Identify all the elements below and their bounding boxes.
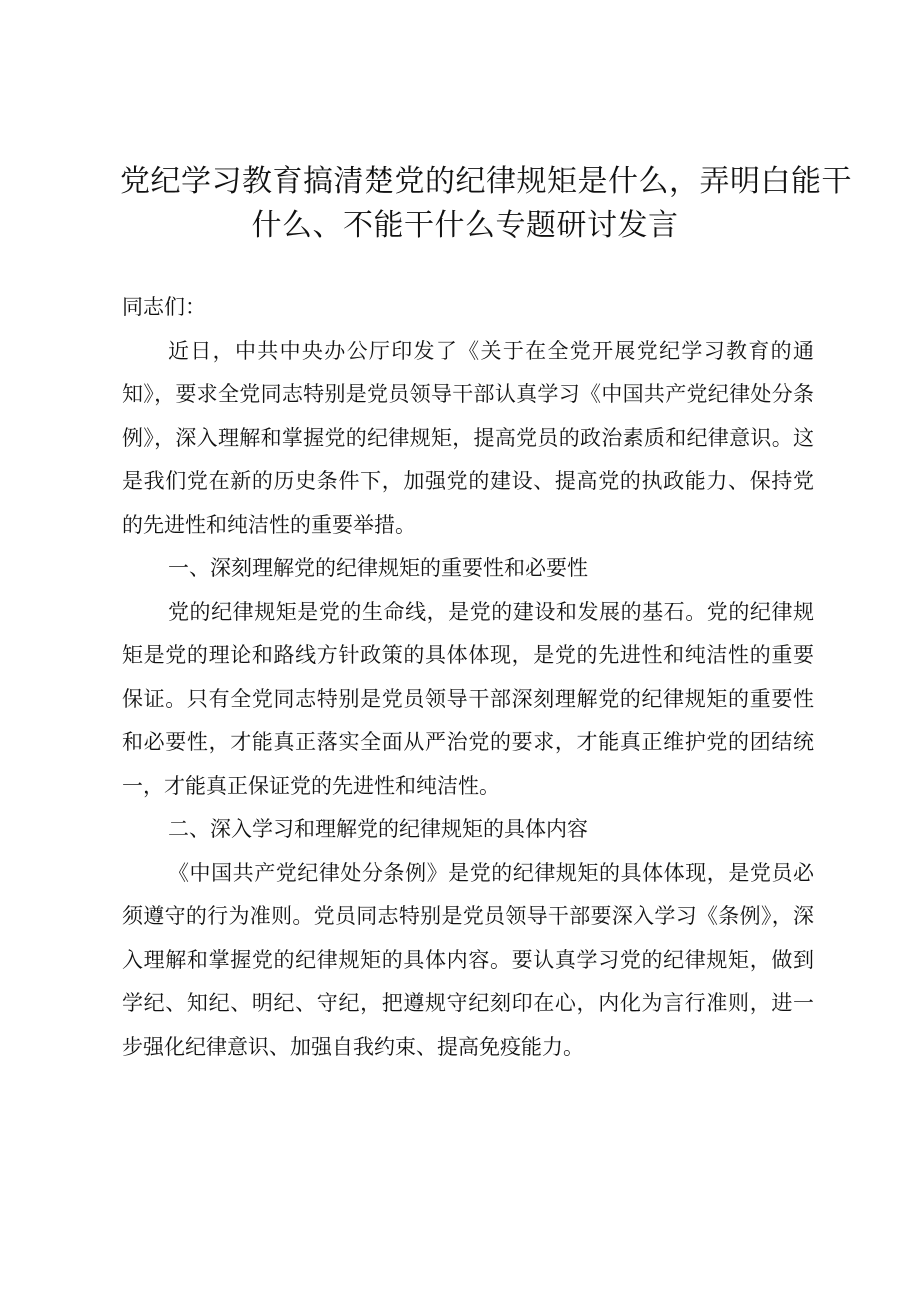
title-line-2: 什么、不能干什么专题研讨发言 [251,208,679,243]
section-2-paragraph: 《中国共产党纪律处分条例》是党的纪律规矩的具体体现，是党员必须遵守的行为准则。党员同志特别是党员领导干部要深入学习《条例》，深入理解和掌握党的纪律规矩的具体内容。要认真学习党的纪律规矩，做到学纪、知纪、明纪、守纪，把遵规守纪刻印在心，内化为言行准则，进一步强化纪律意识、加强自我约束、提高免疫能力。 [122,860,814,1059]
salutation: 同志们： [122,295,206,319]
document-body [122,286,814,1069]
section-1-paragraph: 党的纪律规矩是党的生命线，是党的建设和发展的基石。党的纪律规矩是党的理论和路线方针政策的具体体现，是党的先进性和纯洁性的重要保证。只有全党同志特别是党员领导干部深刻理解党的纪律规矩的重要性和必要性，才能真正落实全面从严治党的要求，才能真正维护党的团结统一，才能真正保证党的先进性和纯洁性。 [122,599,814,798]
document-title [120,160,852,248]
section-heading-2: 二、深入学习和理解党的纪律规矩的具体内容 [168,817,588,841]
intro-paragraph: 近日，中共中央办公厅印发了《关于在全党开展党纪学习教育的通知》，要求全党同志特别是党员领导干部认真学习《中国共产党纪律处分条例》，深入理解和掌握党的纪律规矩，提高党员的政治素质和纪律意识。这是我们党在新的历史条件下，加强党的建设、提高党的执政能力、保持党的先进性和纯洁性的重要举措。 [122,338,814,537]
section-heading-1: 一、深刻理解党的纪律规矩的重要性和必要性 [168,556,588,580]
title-line-1: 党纪学习教育搞清楚党的纪律规矩是什么，弄明白能干 [120,164,852,199]
